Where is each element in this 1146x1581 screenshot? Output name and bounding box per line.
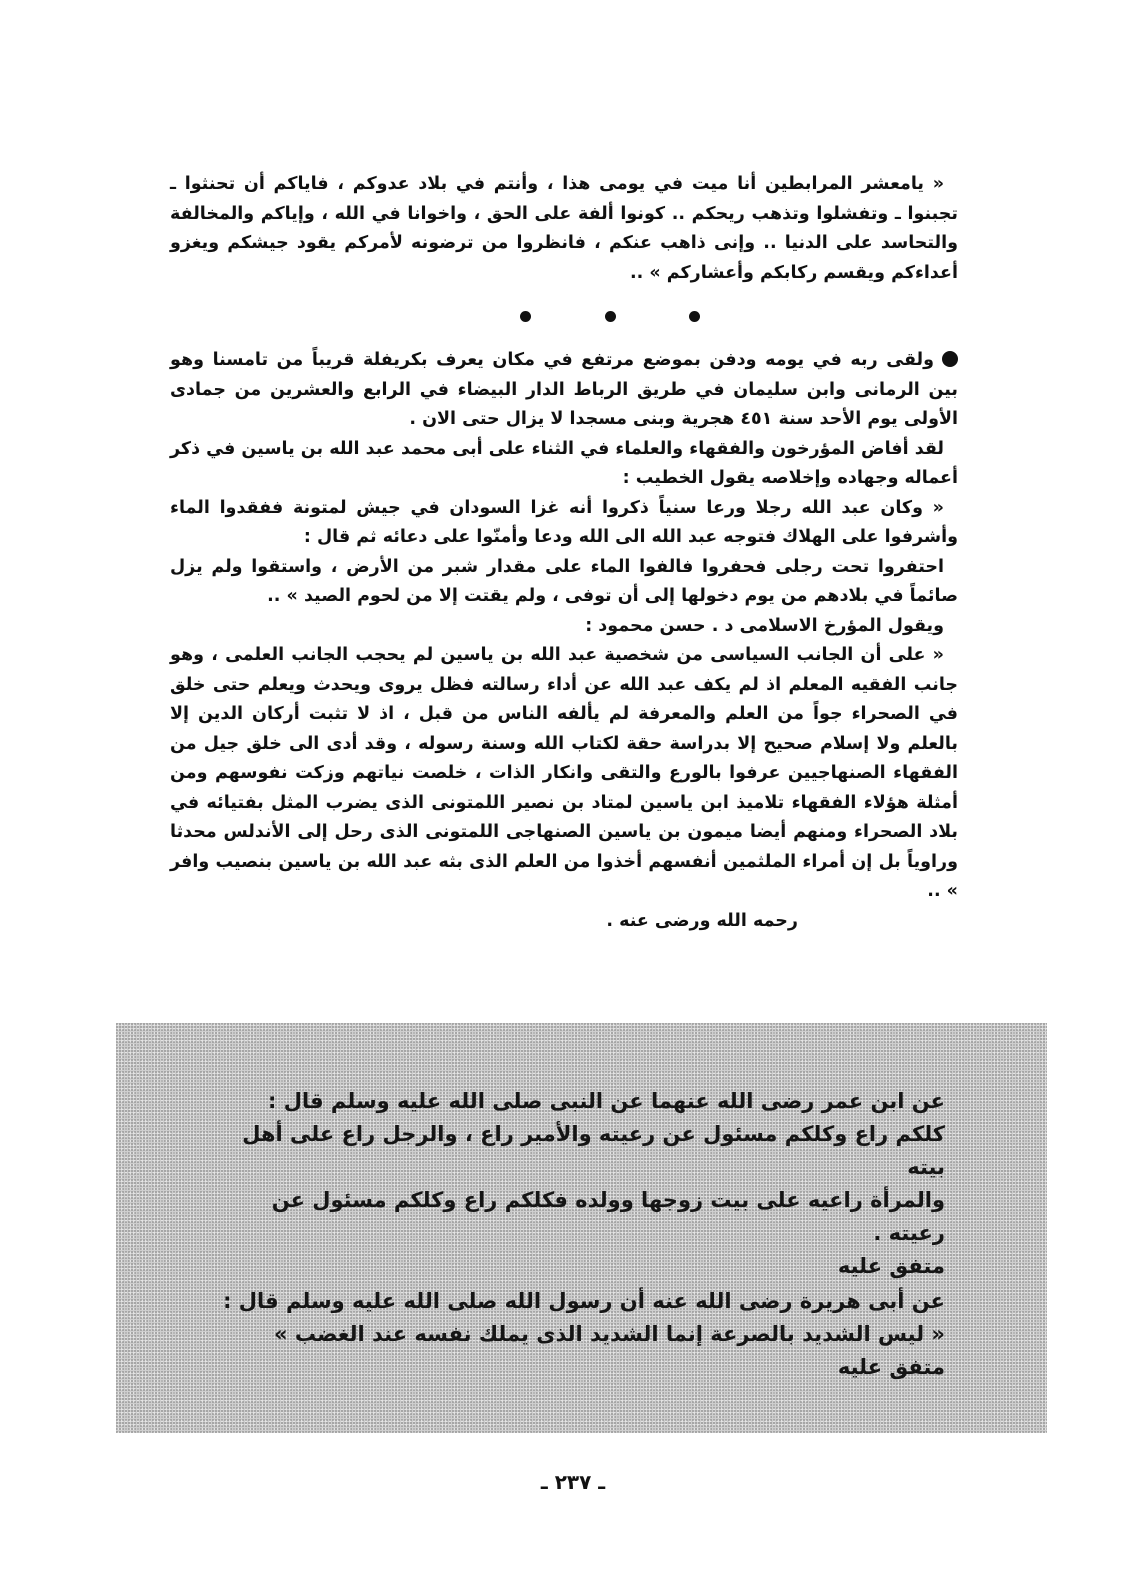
hadith-line: عن ابن عمر رضى الله عنهما عن النبى صلى الله عليه وسلم قال : [268,1089,945,1113]
bullet-dot-icon [942,351,958,367]
separator-dot [520,311,531,322]
hadith-line: والمرأة راعيه على بيت زوجها وولده فكلكم راع وكلكم مسئول عن رعيته . [271,1188,945,1245]
quote-paragraph: « يامعشر المرابطين أنا ميت في يومى هذا ، وأنتم في بلاد عدوكم ، فاياكم أن تحنثوا ـ تجبنوا ـ وتفشلوا وتذهب ريحكم .. كونوا ألفة على الحق ، واخوانا في الله ، وإياكم والمخالفة والتحاسد على الدنيا .. وإنى ذاهب عنكم ، فانظروا من ترضونه لأمركم يقود جيشكم ويغزو أعداءكم ويقسم ركابكم وأعشاركم » .. [170,174,958,283]
hadith-ibn-umar [215,1085,945,1283]
separator-dot [605,311,616,322]
paragraph-closing: رحمه الله ورضى عنه . [606,910,798,931]
separator-dot [689,311,700,322]
article-body [170,346,958,936]
page-number: ـ ٢٣٧ ـ [540,1470,606,1494]
paragraph-well-digging: احتفروا تحت رجلى فحفروا فالفوا الماء على مقدار شبر من الأرض ، واستقوا ولم يزل صائماً في بلادهم من يوم دخولها إلى أن توفى ، ولم يقتت إلا من لحوم الصيد » .. [170,556,958,606]
hadith-line: « ليس الشديد بالصرعة إنما الشديد الذى يملك نفسه عند الغضب » متفق عليه [274,1322,945,1379]
paragraph-khatib-quote: « وكان عبد الله رجلا ورعا سنياً ذكروا أنه غزا السودان في جيش لمتونة ففقدوا الماء وأشرفوا على الهلاك فتوجه عبد الله الى الله ودعا وأمنّوا على دعائه ثم قال : [170,497,958,547]
paragraph-burial [170,346,958,435]
hadith-abu-huraira [215,1285,945,1384]
paragraph-historian-intro: ويقول المؤرخ الاسلامى د . حسن محمود : [585,615,944,636]
paragraph-burial-text: ولقى ربه في يومه ودفن بموضع مرتفع في مكان يعرف بكريفلة قريباً من تامسنا وهو بين الرمانى وابن سليمان في طريق الرباط الدار البيضاء في الرابع والعشرين من جمادى الأولى يوم الأحد سنة ٤٥١ هجرية وبنى مسجدا لا يزال حتى الان . [170,350,958,429]
section-separator [520,311,700,322]
hadith-line: كلكم راع وكلكم مسئول عن رعيته والأمير راع ، والرجل راع على أهل بيته [242,1122,945,1179]
paragraph-praise: لقد أفاض المؤرخون والفقهاء والعلماء في الثناء على أبى محمد عبد الله بن ياسين في ذكر أعماله وجهاده وإخلاصه يقول الخطيب : [170,438,958,488]
opening-quote [170,170,958,288]
hadith-line: متفق عليه [837,1254,945,1278]
hadith-box [116,1023,1047,1433]
paragraph-historian-quote: « على أن الجانب السياسى من شخصية عبد الله بن ياسين لم يحجب الجانب العلمى ، وهو جانب الفقيه المعلم اذ لم يكف عبد الله عن أداء رسالته فظل يروى ويحدث ويعلم حتى خلق في الصحراء جواً من العلم والمعرفة لم يألفه الناس من قبل ، اذ لا تثبت أركان الدين إلا بالعلم ولا إسلام صحيح إلا بدراسة حقة لكتاب الله وسنة رسوله ، وقد أدى الى خلق جيل من الفقهاء الصنهاجيين عرفوا بالورع والتقى وانكار الذات ، خلصت نياتهم وزكت نفوسهم ومن أمثلة هؤلاء الفقهاء تلاميذ ابن ياسين لمتاد بن نصير اللمتونى الذى يضرب المثل بفتيائه في بلاد الصحراء ومنهم أيضا ميمون بن ياسين الصنهاجى اللمتونى الذى رحل إلى الأندلس محدثا وراوياً بل إن أمراء الملثمين أنفسهم أخذوا من العلم الذى بثه عبد الله بن ياسين بنصيب وافر » .. [170,645,958,901]
hadith-line: عن أبى هريرة رضى الله عنه أن رسول الله صلى الله عليه وسلم قال : [223,1289,945,1313]
